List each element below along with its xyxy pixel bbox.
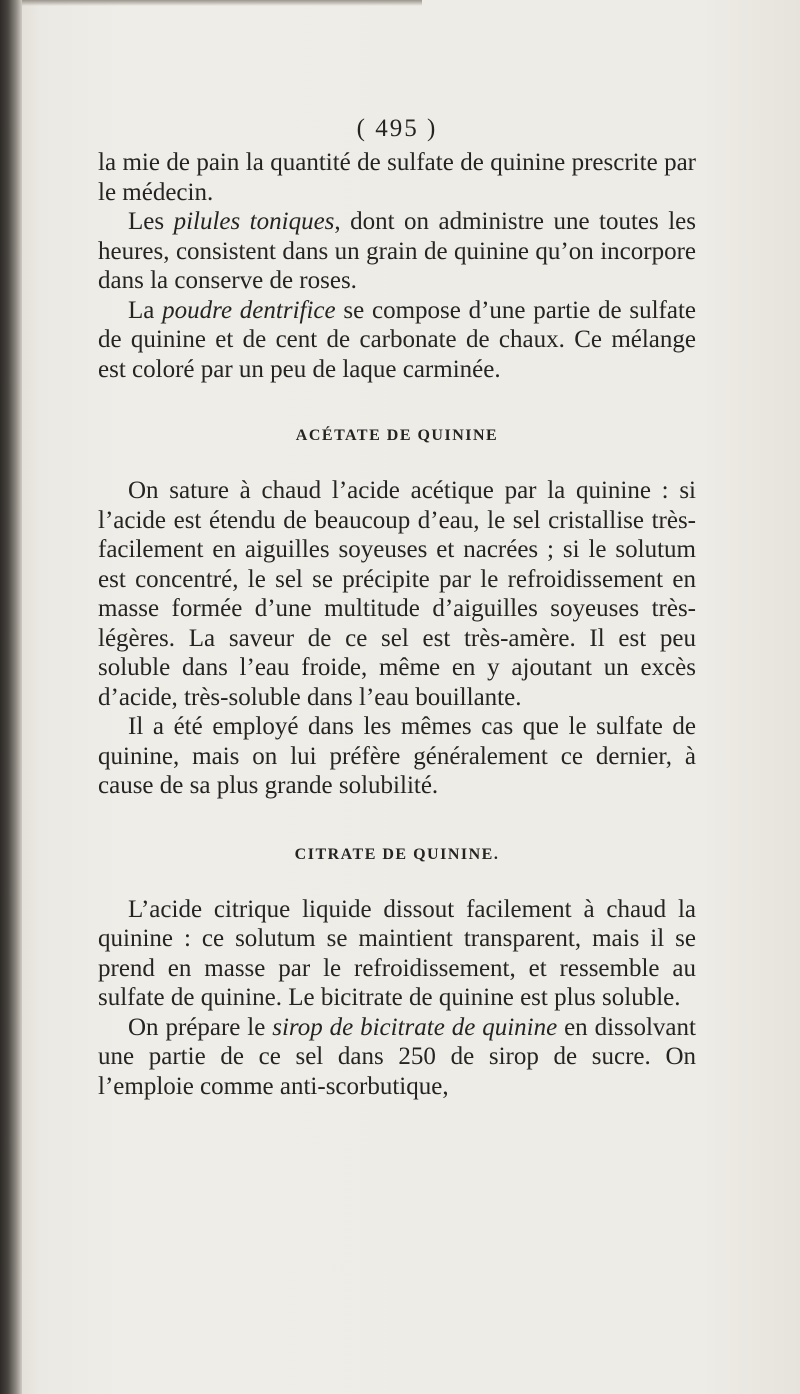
paragraph-pilules-suffix: , dont on administre une toutes les heures, consistent dans un grain de quinine qu’on incorpore dans la conserve de roses. — [98, 208, 696, 294]
paragraph-citrate-2-suffix: en dissolvant une partie de ce sel dans 250 de sirop de sucre. On l’emploie comme anti-scorbutique, — [98, 1013, 696, 1100]
paragraph-poudre — [98, 296, 696, 385]
page-number: ( 495 ) — [356, 115, 438, 142]
paragraph-citrate-1: L’acide citrique liquide dissout facilement à chaud la quinine : ce solutum se maintient transparent, mais il se prend en masse par le refroidissement, et ressemble au sulfate de quinine. Le bicitrate de quinine est plus soluble. — [98, 895, 696, 1011]
paragraph-pilules-italic: pilules toniques — [173, 208, 335, 235]
paragraph-citrate-2-italic: sirop de bicitrate de quinine — [272, 1013, 558, 1041]
paragraph-pilules-prefix: Les — [128, 208, 174, 235]
page-top-shadow — [22, 0, 422, 6]
paragraph-continuation: la mie de pain la quantité de sulfate de quinine prescrite par le médecin. — [98, 149, 696, 206]
paragraph-acetate-2: Il a été employé dans les mêmes cas que le sulfate de quinine, mais on lui préfère généralement ce dernier, à cause de sa plus grande solubilité. — [98, 713, 696, 799]
section-heading-citrate: CITRATE DE QUININE. — [294, 845, 500, 863]
paragraph-citrate-2 — [98, 1013, 696, 1102]
page-content — [98, 112, 696, 1101]
paragraph-citrate-2-prefix: On prépare le — [128, 1013, 273, 1041]
paragraph-poudre-prefix: La — [128, 296, 163, 324]
section-heading-acetate: ACÉTATE DE QUININE — [295, 427, 499, 444]
paragraph-acetate-1: On sature à chaud l’acide acétique par la quinine : si l’acide est étendu de beaucoup d’eau, le sel cristallise très-facilement en aiguilles soyeuses et nacrées ; si le solutum est concentré, le sel se précipite par le refroidissement en masse formée d’une multitude d’aiguilles soyeuses très-légères. La saveur de ce sel est très-amère. Il est peu soluble dans l’eau froide, même en y ajoutant un excès d’acide, très-soluble dans l’eau bouillante. — [98, 477, 696, 711]
book-spine — [0, 0, 22, 1394]
paragraph-poudre-suffix: se compose d’une partie de sulfate de quinine et de cent de carbonate de chaux. Ce mélange est coloré par un peu de laque carminée. — [98, 296, 696, 383]
paragraph-poudre-italic: poudre dentrifice — [162, 296, 336, 324]
paragraph-pilules — [98, 207, 696, 296]
